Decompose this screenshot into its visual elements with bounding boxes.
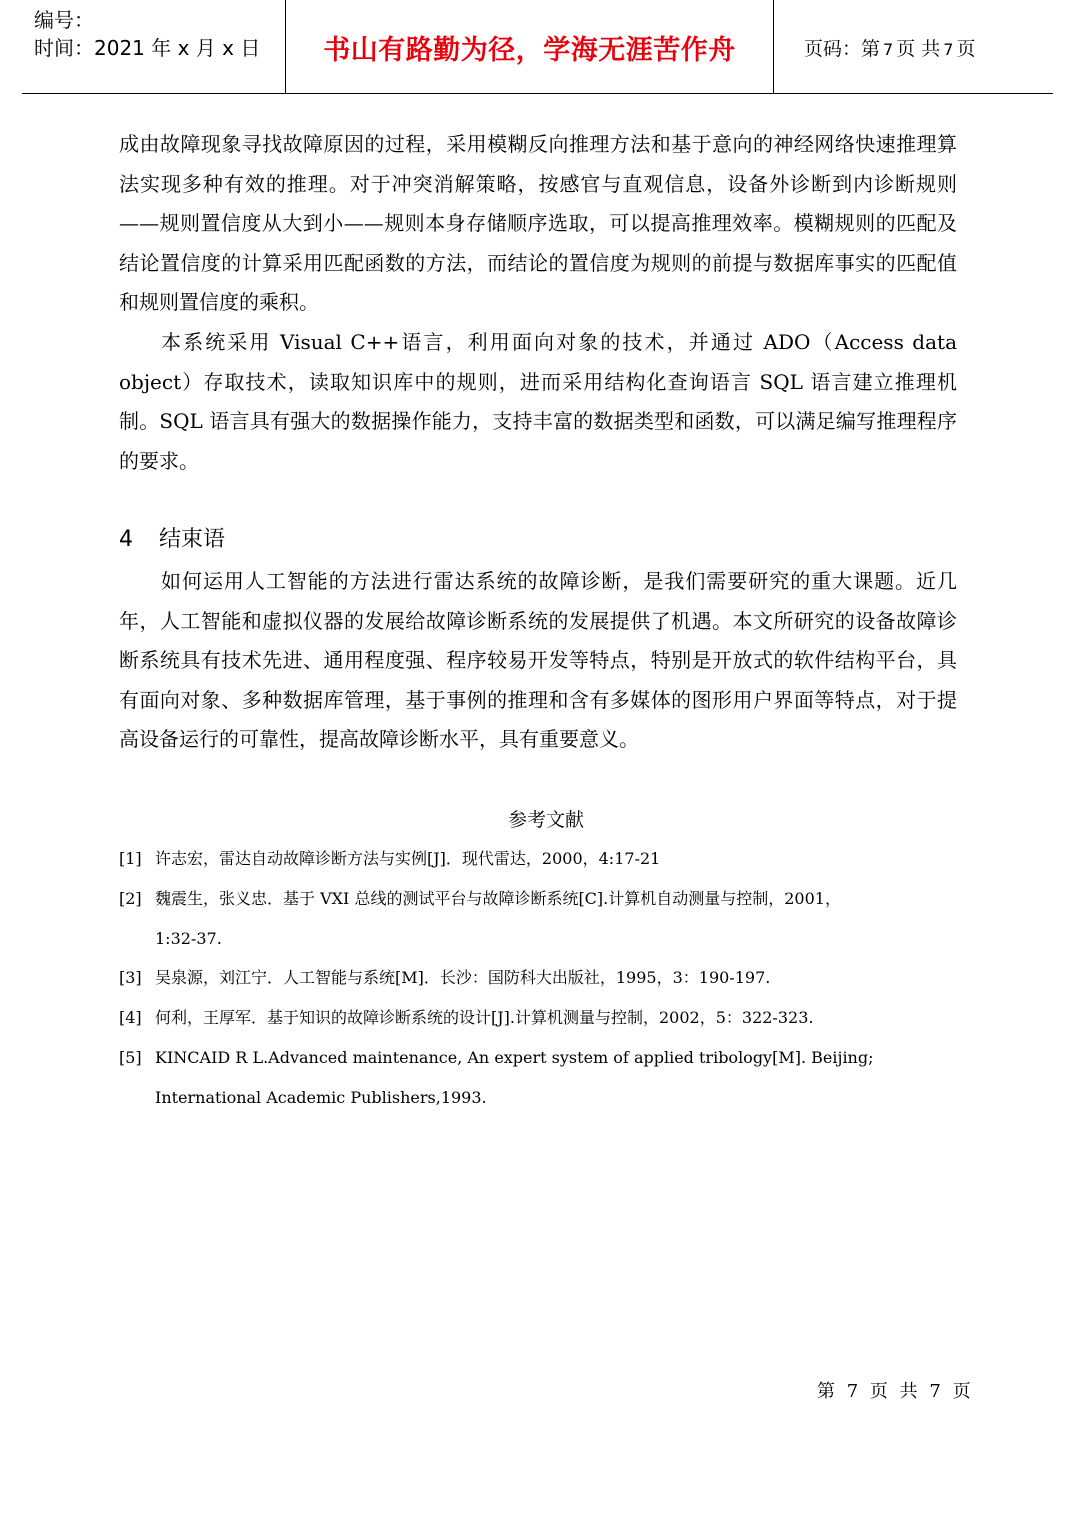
header-slogan: 书山有路勤为径，学海无涯苦作舟 <box>323 35 736 66</box>
header-right-cell <box>774 0 1053 93</box>
reference-item <box>119 839 957 879</box>
reference-text: 何利，王厚军．基于知识的故障诊断系统的设计[J].计算机测量与控制，2002，5：322-323. <box>155 1008 814 1027</box>
references-title: 参考文献 <box>507 809 584 831</box>
reference-text: KINCAID R L.Advanced maintenance, An expert system of applied tribology[M]. Beijing; <box>155 1048 874 1067</box>
footer-prefix: 第 <box>817 1381 838 1402</box>
paragraph-conclusion: 如何运用人工智能的方法进行雷达系统的故障诊断，是我们需要研究的重大课题。近几年，人工智能和虚拟仪器的发展给故障诊断系统的发展提供了机遇。本文所研究的设备故障诊断系统具有技术先进、通用程度强、程序较易开发等特点，特别是开放式的软件结构平台，具有面向对象、多种数据库管理，基于事例的推理和含有多媒体的图形用户界面等特点，对于提高设备运行的可靠性，提高故障诊断水平，具有重要意义。 <box>119 569 957 752</box>
reference-item <box>119 879 957 958</box>
page-current: 7 <box>883 40 894 59</box>
reference-item <box>119 958 957 998</box>
footer-current: 7 <box>846 1381 862 1402</box>
reference-text: 许志宏，雷达自动故障诊断方法与实例[J]．现代雷达，2000，4:17-21 <box>155 849 661 868</box>
footer-mid: 页 共 <box>869 1381 921 1402</box>
section-number: 4 <box>119 527 133 552</box>
paragraph-inference: 成由故障现象寻找故障原因的过程，采用模糊反向推理方法和基于意向的神经网络快速推理算法实现多种有效的推理。对于冲突消解策略，按感官与直观信息，设备外诊断到内诊断规则——规则置信度从大到小——规则本身存储顺序选取，可以提高推理效率。模糊规则的匹配及结论置信度的计算采用匹配函数的方法，而结论的置信度为规则的前提与数据库事实的匹配值和规则置信度的乘积。 <box>119 132 957 315</box>
header-middle-cell <box>285 0 774 93</box>
paragraph-implementation: 本系统采用 Visual C++语言，利用面向对象的技术，并通过 ADO（Access data object）存取技术，读取知识库中的规则，进而采用结构化查询语言 SQL 语言建立推理机制。SQL 语言具有强大的数据操作能力，支持丰富的数据类型和函数，可以满足编写推理程序的要求。 <box>119 330 957 473</box>
reference-label: [1] <box>119 849 142 868</box>
reference-text-continued: International Academic Publishers,1993. <box>155 1087 487 1107</box>
reference-item <box>119 998 957 1038</box>
page-suffix: 页 <box>956 38 976 60</box>
reference-label: [2] <box>119 889 142 908</box>
section-heading <box>119 522 225 553</box>
page-header <box>22 0 1053 94</box>
section-title: 结束语 <box>159 527 226 552</box>
reference-text: 魏震生，张义忠．基于 VXI 总线的测试平台与故障诊断系统[C].计算机自动测量与控制，2001， <box>155 889 841 908</box>
reference-label: [5] <box>119 1048 142 1067</box>
reference-label: [3] <box>119 968 142 987</box>
reference-text: 吴泉源，刘江宁．人工智能与系统[M]．长沙：国防科大出版社，1995，3：190-197. <box>155 968 771 987</box>
page-mid: 页 共 <box>896 38 941 60</box>
page-prefix: 页码：第 <box>804 38 881 60</box>
serial-number-label: 编号： <box>34 8 94 32</box>
header-left-cell <box>22 0 285 93</box>
header-page-number <box>804 34 975 61</box>
footer-suffix: 页 <box>952 1381 974 1402</box>
footer-total: 7 <box>929 1381 944 1402</box>
date-label: 时间：2021 年 x 月 x 日 <box>34 36 261 60</box>
reference-item <box>119 1038 957 1117</box>
page-total: 7 <box>943 40 954 59</box>
reference-text-continued: 1:32-37. <box>155 928 222 948</box>
reference-label: [4] <box>119 1008 142 1027</box>
page-footer <box>817 1377 974 1403</box>
